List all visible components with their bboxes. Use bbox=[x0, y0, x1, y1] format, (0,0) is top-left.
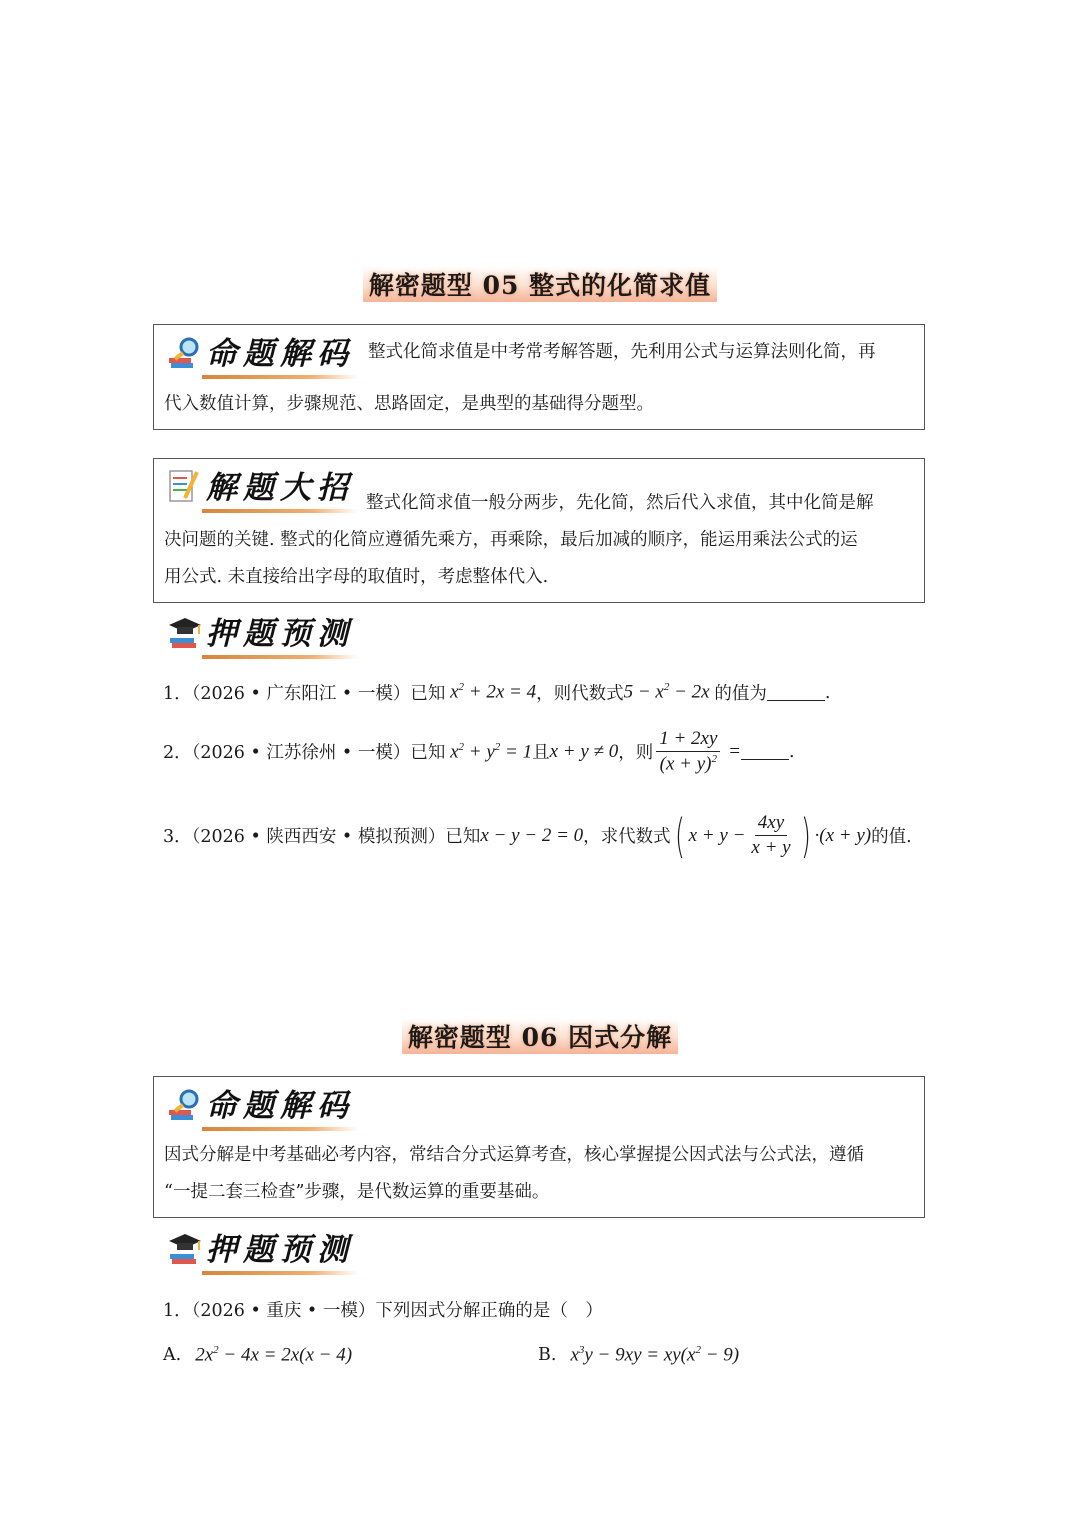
graduation-cap-books-icon bbox=[166, 613, 204, 651]
method-banner-05 bbox=[166, 462, 354, 509]
option-b[interactable] bbox=[538, 1344, 739, 1366]
magnifier-books-icon bbox=[166, 333, 204, 371]
method-05-line2: 决问题的关键. 整式的化简应遵循先乘方，再乘除，最后加减的顺序，能运用乘法公式的运 bbox=[164, 530, 858, 550]
option-a-expression: $2x^2 - 4x = 2x(x - 4)$ bbox=[195, 1344, 353, 1366]
q3-expression: x + y − bbox=[688, 824, 746, 846]
section-06-title: 解密题型 06 因式分解 bbox=[0, 1018, 1080, 1054]
pencil-chart-icon bbox=[166, 467, 204, 505]
predict-banner-05 bbox=[166, 608, 354, 655]
q1-expression: $5 - x^2 - 2x$ bbox=[623, 681, 715, 703]
q1-condition: $x^2 + 2x = 4$ bbox=[445, 681, 537, 703]
q2-then: ，则 bbox=[618, 743, 654, 764]
q1-suffix: 的值为 bbox=[714, 684, 767, 704]
q2-mid: 且 bbox=[532, 743, 550, 764]
predict-banner-text: 押题预测 bbox=[206, 1224, 354, 1271]
method-05-line1: 整式化简求值一般分两步，先化简，然后代入求值，其中化简是解 bbox=[366, 493, 874, 513]
method-05-line3: 用公式. 未直接给出字母的取值时，考虑整体代入. bbox=[164, 567, 549, 587]
decode-banner-text: 命题解码 bbox=[206, 328, 354, 375]
question-05-2: 2．（2026 • 江苏徐州 • 一模）已知 $x^2 + y^2 = 1$ 且 x + y ≠ 0 ，则 $\frac{1 + 2xy}{(x + y)^2}$ = . bbox=[163, 728, 795, 775]
option-b-expression: $x^3y - 9xy = xy(x^2 - 9)$ bbox=[570, 1344, 740, 1366]
method-banner-text: 解题大招 bbox=[206, 462, 354, 509]
q2-fraction: $\frac{1 + 2xy}{(x + y)^2}$ bbox=[656, 728, 720, 775]
q3-fraction: $\frac{4xy}{x + y}$ bbox=[751, 812, 791, 858]
decode-05-line1: 整式化简求值是中考常考解答题，先利用公式与运算法则化简，再 bbox=[368, 342, 876, 362]
question-05-1: 1．（2026 • 广东阳江 • 一模）已知 $x^2 + 2x = 4$ ，则代数式 $5 - x^2 - 2x$ 的值为 . bbox=[163, 681, 831, 704]
option-a[interactable] bbox=[163, 1344, 352, 1366]
q3-mid: ，求代数式 bbox=[583, 827, 671, 847]
question-06-1 bbox=[163, 1297, 603, 1322]
decode-06-line1: 因式分解是中考基础必考内容，常结合分式运算考查，核心掌握提公因式法与公式法，遵循 bbox=[164, 1145, 864, 1165]
q2-condition2: x + y ≠ 0 bbox=[549, 740, 619, 762]
question-05-3: 3．（2026 • 陕西西安 • 模拟预测）已知 x − y − 2 = 0 ，求代数式 ( x + y − $\frac{4xy}{x + y}$ ) ·(x + y) 的值. bbox=[163, 808, 912, 863]
graduation-cap-books-icon bbox=[166, 1229, 204, 1267]
predict-banner-text: 押题预测 bbox=[206, 608, 354, 655]
decode-banner-06 bbox=[166, 1080, 354, 1127]
option-b-label: B. bbox=[538, 1345, 557, 1366]
decode-banner-05 bbox=[166, 328, 354, 375]
decode-06-line2: “一提二套三检查”步骤，是代数运算的重要基础。 bbox=[164, 1182, 550, 1202]
q3-suffix: 的值. bbox=[871, 827, 912, 847]
q3-prefix: 3．（2026 • 陕西西安 • 模拟预测）已知 bbox=[163, 827, 481, 847]
decode-banner-text: 命题解码 bbox=[206, 1080, 354, 1127]
q1-prefix: 1．（2026 • 广东阳江 • 一模）已知 bbox=[163, 684, 446, 704]
option-a-label: A. bbox=[163, 1345, 182, 1366]
decode-05-line2: 代入数值计算，步骤规范、思路固定，是典型的基础得分题型。 bbox=[164, 394, 654, 414]
predict-banner-06 bbox=[166, 1224, 354, 1271]
magnifier-books-icon bbox=[166, 1085, 204, 1123]
q2-answer-blank[interactable] bbox=[741, 743, 789, 760]
q3-condition: x − y − 2 = 0 bbox=[480, 824, 584, 846]
q1-answer-blank[interactable] bbox=[767, 684, 825, 701]
q2-prefix: 2．（2026 • 江苏徐州 • 一模）已知 bbox=[163, 743, 446, 764]
q06-1-text: 1．（2026 • 重庆 • 一模）下列因式分解正确的是（ ） bbox=[163, 1301, 603, 1321]
q2-condition: $x^2 + y^2 = 1$ bbox=[445, 740, 533, 762]
q1-mid: ，则代数式 bbox=[536, 684, 624, 704]
section-05-title: 解密题型 05 整式的化简求值 bbox=[0, 266, 1080, 302]
